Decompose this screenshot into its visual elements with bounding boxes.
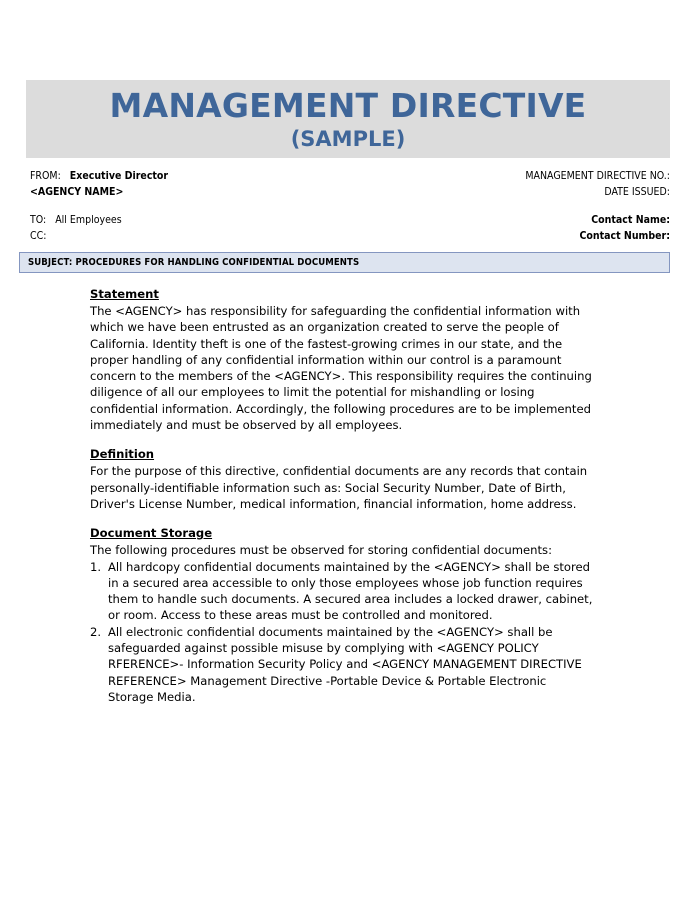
subject-bar xyxy=(19,252,670,273)
header-banner xyxy=(26,80,670,158)
from-value: Executive Director xyxy=(69,170,169,182)
from-label: FROM: xyxy=(30,170,61,182)
list-item xyxy=(90,559,593,624)
meta-left-column xyxy=(30,168,168,244)
subject-text: SUBJECT: PROCEDURES FOR HANDLING CONFIDENTIAL DOCUMENTS xyxy=(28,257,360,268)
date-issued-label: DATE ISSUED: xyxy=(604,186,670,198)
to-label: TO: xyxy=(30,214,47,226)
statement-heading: Statement xyxy=(90,287,159,301)
section-statement xyxy=(90,286,593,433)
meta-spacer-right xyxy=(525,200,670,212)
contact-number-label: Contact Number: xyxy=(579,230,670,242)
statement-paragraph: The <AGENCY> has responsibility for safeguarding the confidential information with which we have been entrusted as an organization created to serve the people of California. Identity theft is one of the fastest-growing crimes in our state, and the proper handling of any confidential information within our control is a paramount concern to the members of the <AGENCY>. This responsibility requires the continuing diligence of all our employees to limit the potential for mishandling or losing confidential information. Accordingly, the following procedures are to be implemented immediately and must be observed by all employees. xyxy=(90,304,592,433)
document-storage-heading: Document Storage xyxy=(90,526,213,541)
from-line xyxy=(30,168,168,184)
section-document-storage xyxy=(90,525,593,705)
definition-heading: Definition xyxy=(90,447,155,462)
document-body xyxy=(90,286,593,705)
meta-spacer xyxy=(30,200,168,212)
list-item-number: 2. xyxy=(90,624,102,639)
to-line xyxy=(30,212,168,228)
list-item-number: 1. xyxy=(90,559,102,574)
list-item-text: All electronic confidential documents maintained by the <AGENCY> shall be safeguarded against possible misuse by complying with <AGENCY POLICY RFERENCE>- Information Security Policy and <AGENCY MANAGEMENT DIRECTIVE REFERENCE> Management Directive -Portable Device & Portable Electronic Storage Media. xyxy=(108,624,582,704)
section-definition xyxy=(90,446,593,512)
contact-name-label: Contact Name: xyxy=(591,214,670,226)
document-storage-list xyxy=(90,559,593,706)
to-value: All Employees xyxy=(55,214,122,226)
meta-right-column xyxy=(525,168,670,244)
directive-number-label: MANAGEMENT DIRECTIVE NO.: xyxy=(525,170,670,182)
list-item-text: All hardcopy confidential documents maintained by the <AGENCY> shall be stored in a secured area accessible to only those employees whose job function requires them to handle such documents. A secured area includes a locked drawer, cabinet, or room. Access to these areas must be controlled and monitored. xyxy=(108,559,593,623)
page-title: MANAGEMENT DIRECTIVE xyxy=(109,86,587,125)
document-meta-block xyxy=(30,168,670,240)
definition-paragraph: For the purpose of this directive, confidential documents are any records that contain personally-identifiable information such as: Social Security Number, Date of Birth, Driver's License Number, medical information, financial information, home address. xyxy=(90,464,588,511)
list-item xyxy=(90,624,593,705)
cc-line: CC: xyxy=(30,230,47,242)
document-storage-intro: The following procedures must be observed for storing confidential documents: xyxy=(90,543,552,558)
page-subtitle: (SAMPLE) xyxy=(290,127,406,151)
agency-name-line: <AGENCY NAME> xyxy=(30,186,124,198)
